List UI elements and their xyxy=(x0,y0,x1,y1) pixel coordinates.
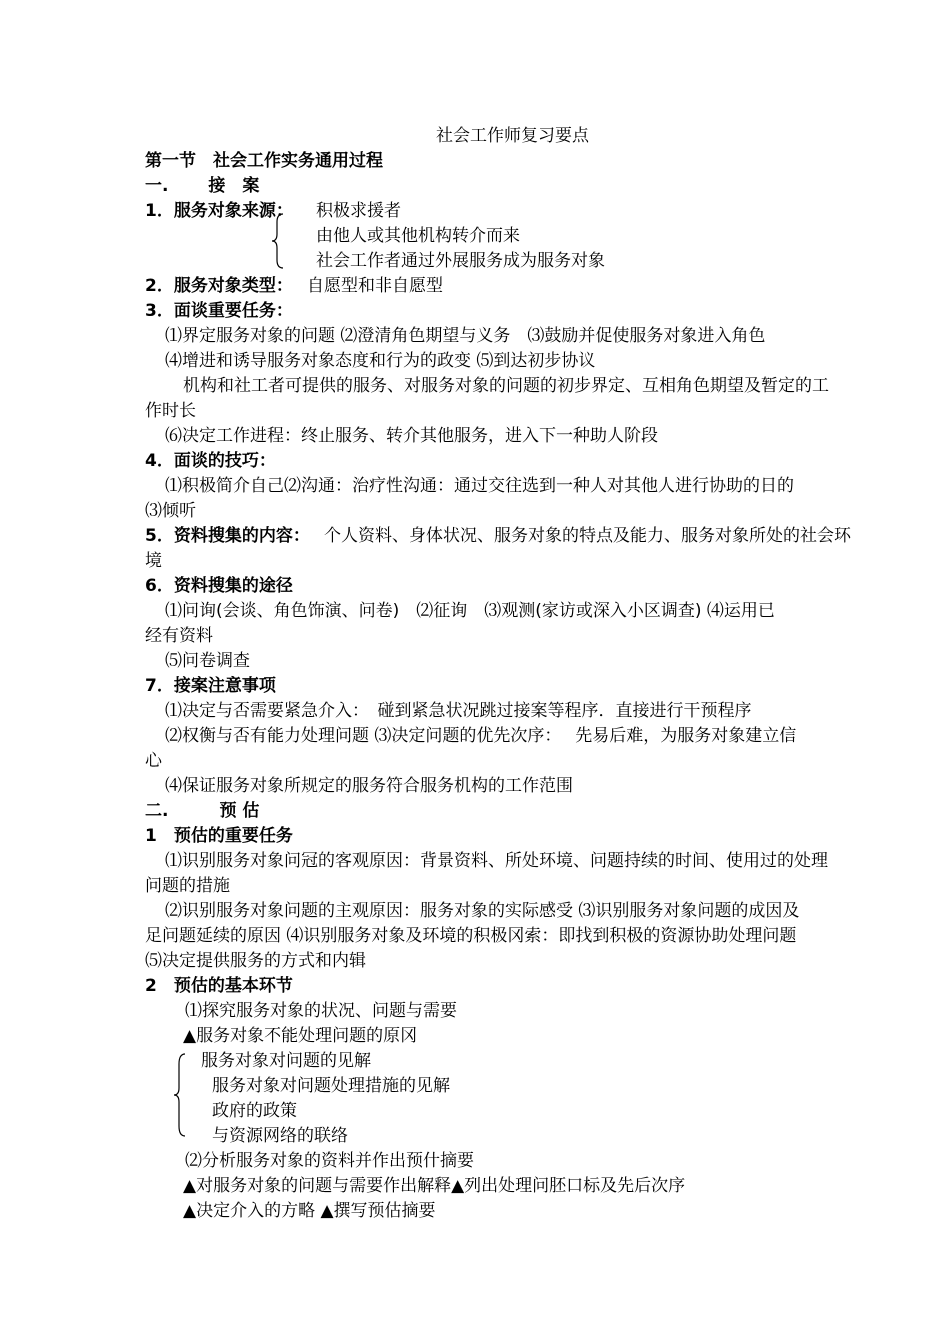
text-line: 作时长 xyxy=(145,401,196,421)
heading-2-text: 自愿型和非自愿型 xyxy=(307,276,443,296)
source-item-3: 社会工作者通过外展服务成为服务对象 xyxy=(316,251,605,271)
part-heading-1: 一. 接 案 xyxy=(145,176,260,196)
subheading-1: 1 预估的重要任务 xyxy=(145,826,293,846)
source-item-2: 由他人或其他机构转介而来 xyxy=(316,226,520,246)
text-line: ⑴探究服务对象的状况、问题与需要 xyxy=(185,1001,457,1021)
text-line: ⑷保证服务对象所规定的服务符合服务机构的工作范围 xyxy=(165,776,573,796)
subheading-2: 2 预估的基本环节 xyxy=(145,976,293,996)
text-line: ⑴积极简介自己⑵沟通：治疗性沟通：通过交往选到一种人对其他人进行协助的日的 xyxy=(165,476,794,496)
heading-4: 4．面谈的技巧： xyxy=(145,451,276,471)
text-line: 经有资料 xyxy=(145,626,213,646)
text-line: ⑵识别服务对象问题的主观原因：服务对象的实际感受 ⑶识别服务对象问题的成因及 xyxy=(165,901,800,921)
text-line: ⑹决定工作进程：终止服务、转介其他服务，进入下一种助人阶段 xyxy=(165,426,658,446)
text-line: ⑴界定服务对象的问题 ⑵澄清角色期望与义务 ⑶鼓励并促使服务对象进入角色 xyxy=(165,326,766,346)
text-line: 足问题延续的原因 ⑷识别服务对象及环境的积极冈索：即找到积极的资源协助处理问题 xyxy=(145,926,797,946)
text-line: 心 xyxy=(145,751,162,771)
heading-7: 7．接案注意事项 xyxy=(145,676,276,696)
text-line: 政府的政策 xyxy=(212,1101,297,1121)
text-line: 与资源网络的联络 xyxy=(212,1126,348,1146)
text-line: ▲对服务对象的问题与需要作出解释▲列出处理问胚口标及先后次序 xyxy=(183,1176,686,1196)
text-line: ⑴问询(会谈、角色饰演、问卷) ⑵征询 ⑶观测(家访或深入小区调查) ⑷运用已 xyxy=(165,601,775,621)
source-item-1: 积极求援者 xyxy=(316,201,401,221)
section-heading: 第一节 社会工作实务通用过程 xyxy=(145,151,383,171)
text-line: ⑸决定提供服务的方式和内辑 xyxy=(145,951,366,971)
heading-3: 3．面谈重要任务： xyxy=(145,301,293,321)
text-line: ⑷增进和诱导服务对象态度和行为的政变 ⑸到达初步协议 xyxy=(165,351,596,371)
heading-6: 6．资料搜集的途径 xyxy=(145,576,293,596)
text-line: ⑴识别服务对象问冠的客观原因：背景资料、所处环境、问题持续的时间、使用过的处理 xyxy=(165,851,828,871)
text-line: 服务对象对问题的见解 xyxy=(201,1051,371,1071)
text-line: ⑶倾听 xyxy=(145,501,196,521)
text-line: ▲决定介入的方略 ▲撰写预估摘要 xyxy=(183,1201,436,1221)
text-line: ⑵权衡与否有能力处理问题 ⑶决定问题的优先次序： 先易后难，为服务对象建立信 xyxy=(165,726,797,746)
doc-title: 社会工作师复习要点 xyxy=(436,126,589,146)
text-line: 个人资料、身体状况、服务对象的特点及能力、服务对象所处的社会环 xyxy=(324,526,851,546)
text-line: ⑴决定与否需要紧急介入： 碰到紧急状况跳过接案等程序．直接进行干预程序 xyxy=(165,701,752,721)
curly-brace-icon xyxy=(270,212,286,270)
text-line: 机构和社工者可提供的服务、对服务对象的问题的初步界定、互相角色期望及暂定的工 xyxy=(183,376,829,396)
heading-5: 5．资料搜集的内容： xyxy=(145,526,310,546)
heading-1: 1．服务对象来源： xyxy=(145,201,293,221)
text-line: 问题的措施 xyxy=(145,876,230,896)
heading-2: 2．服务对象类型： xyxy=(145,276,293,296)
text-line: 境 xyxy=(145,551,162,571)
text-line: ⑸问卷调查 xyxy=(165,651,250,671)
text-line: 服务对象对问题处理措施的见解 xyxy=(212,1076,450,1096)
part-heading-2: 二. 预 估 xyxy=(145,801,260,821)
curly-brace-icon xyxy=(172,1052,188,1138)
text-line: ⑵分析服务对象的资料并作出预什摘要 xyxy=(185,1151,474,1171)
text-line: ▲服务对象不能处理问题的原冈 xyxy=(183,1026,418,1046)
